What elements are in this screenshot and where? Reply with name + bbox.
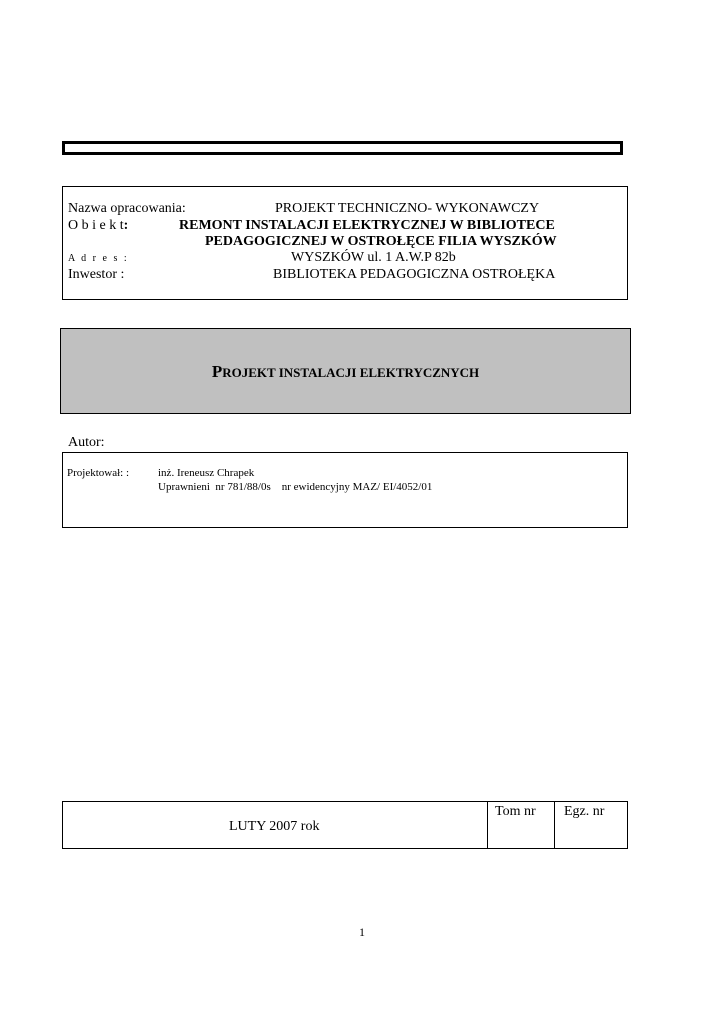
obiekt-label: O b i e k t: [68,218,129,233]
tom-cell: Tom nr [495,804,536,819]
cell-divider [554,802,555,848]
inwestor-value: BIBLIOTEKA PEDAGOGICZNA OSTROŁĘKA [273,267,556,282]
project-info-box [62,186,628,300]
nazwa-value: PROJEKT TECHNICZNO- WYKONAWCZY [275,201,540,216]
egz-cell: Egz. nr [564,804,605,819]
inwestor-label: Inwestor : [68,267,125,282]
page-number: 1 [359,925,365,939]
date-cell: LUTY 2007 rok [229,819,320,834]
document-title-box [60,328,631,414]
footer-table [62,801,628,849]
document-title: PROJEKT INSTALACJI ELEKTRYCZNYCH [211,362,480,381]
nazwa-label: Nazwa opracowania: [68,201,186,216]
obiekt-value-line1: REMONT INSTALACJI ELEKTRYCZNEJ W BIBLIOTECE [179,218,555,233]
cell-divider [487,802,488,848]
adres-label: A d r e s : [68,253,129,264]
author-box [62,452,628,528]
projektowal-label: Projektował: : [67,467,130,479]
obiekt-value-line2: PEDAGOGICZNEJ W OSTROŁĘCE FILIA WYSZKÓW [205,234,557,249]
designer-license: Uprawnieni nr 781/88/0s nr ewidencyjny MAZ/ EI/4052/01 [158,481,433,493]
top-frame-bar [62,141,623,155]
autor-heading: Autor: [68,435,105,450]
adres-value: WYSZKÓW ul. 1 A.W.P 82b [291,250,456,265]
designer-name: inż. Ireneusz Chrapek [158,467,255,479]
